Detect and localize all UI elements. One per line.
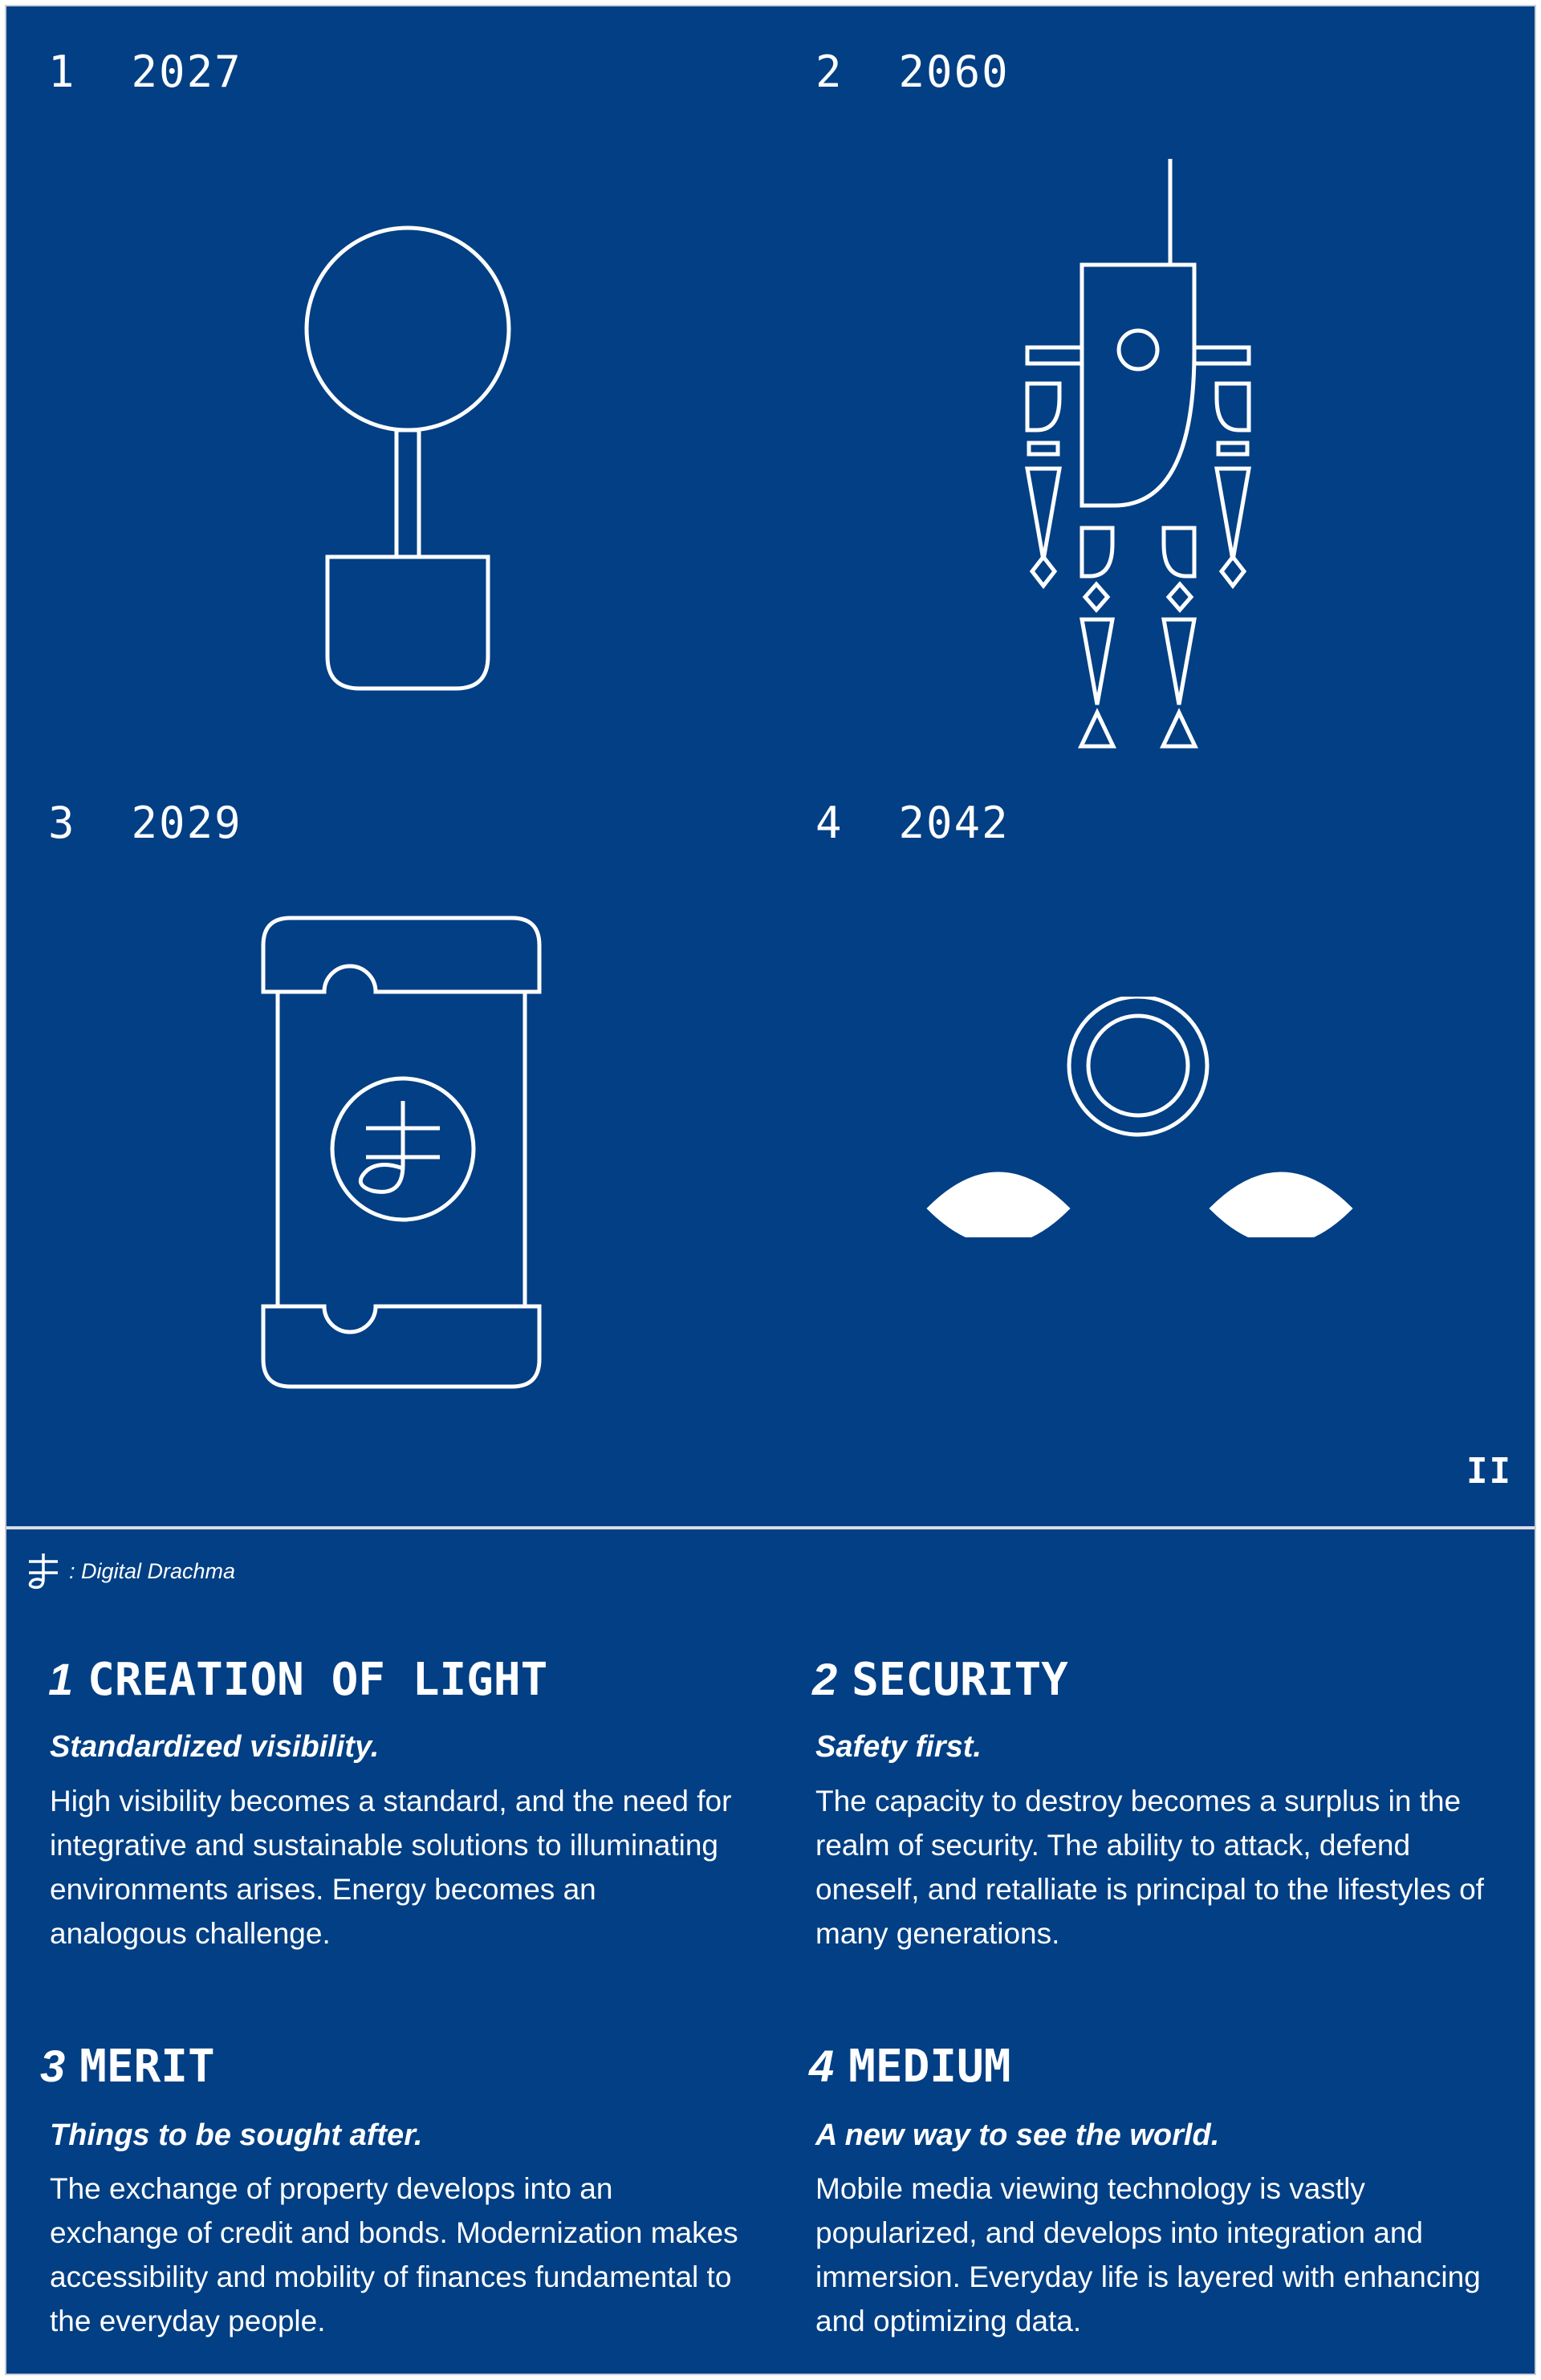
section-4-body: Mobile media viewing technology is vastly popularized, and develops into integration and immersion. Everyday life is layered with enhancing and optimizing data. [815,2172,1481,2337]
section-4-heading: MEDIUM [848,2041,1011,2093]
section-3-body: The exchange of property develops into an exchange of credit and bonds. Modernization makes accessibility and mobility of finances fundamental to the everyday people. [50,2172,738,2337]
section-4-title [809,2040,1010,2093]
section-1-number: 1 [48,1654,74,1704]
eyes-icon [921,997,1371,1237]
section-3-heading: MERIT [79,2041,215,2093]
section-4-number: 4 [809,2041,835,2091]
section-2-title [812,1653,1068,1706]
panel-4-label [815,798,1010,848]
panel-3-label [48,798,242,848]
section-2-heading: SECURITY [852,1654,1068,1706]
panel-2-number: 2 [815,47,844,97]
legend-text: : Digital Drachma [69,1558,236,1583]
section-4-subtitle: A new way to see the world. [815,2118,1220,2152]
section-1-body: High visibility becomes a standard, and the need for integrative and sustainable solutions to illuminating environments arises. Energy becomes an analogous challenge. [50,1785,732,1950]
section-3-title [40,2040,215,2093]
section-3-subtitle: Things to be sought after. [50,2118,423,2152]
poster-frame [5,5,1536,2375]
lamp-icon [303,223,544,705]
legend [26,1552,235,1590]
section-1-title [48,1653,547,1706]
section-2-number: 2 [812,1654,838,1704]
section-divider [6,1526,1535,1529]
robot-icon [1018,159,1258,761]
page-numeral: II [1466,1451,1512,1492]
panel-1-label [48,47,242,97]
panel-2-year: 2060 [898,47,1010,97]
section-2-body: The capacity to destroy becomes a surplus in the realm of security. The ability to attack, defend oneself, and retalliate is principal to the lifestyles of many generations. [815,1785,1484,1950]
panel-1-year: 2027 [131,47,242,97]
panel-4-number: 4 [815,798,844,848]
section-2-subtitle: Safety first. [815,1730,982,1764]
panel-1-number: 1 [48,47,76,97]
phone-icon [247,912,568,1409]
panel-2-label [815,47,1010,97]
section-1-subtitle: Standardized visibility. [50,1730,380,1764]
digital-drachma-icon [26,1552,61,1590]
panel-4-year: 2042 [898,798,1010,848]
section-1-heading: CREATION OF LIGHT [87,1654,548,1706]
panel-3-year: 2029 [131,798,242,848]
section-3-number: 3 [40,2041,66,2091]
panel-3-number: 3 [48,798,76,848]
